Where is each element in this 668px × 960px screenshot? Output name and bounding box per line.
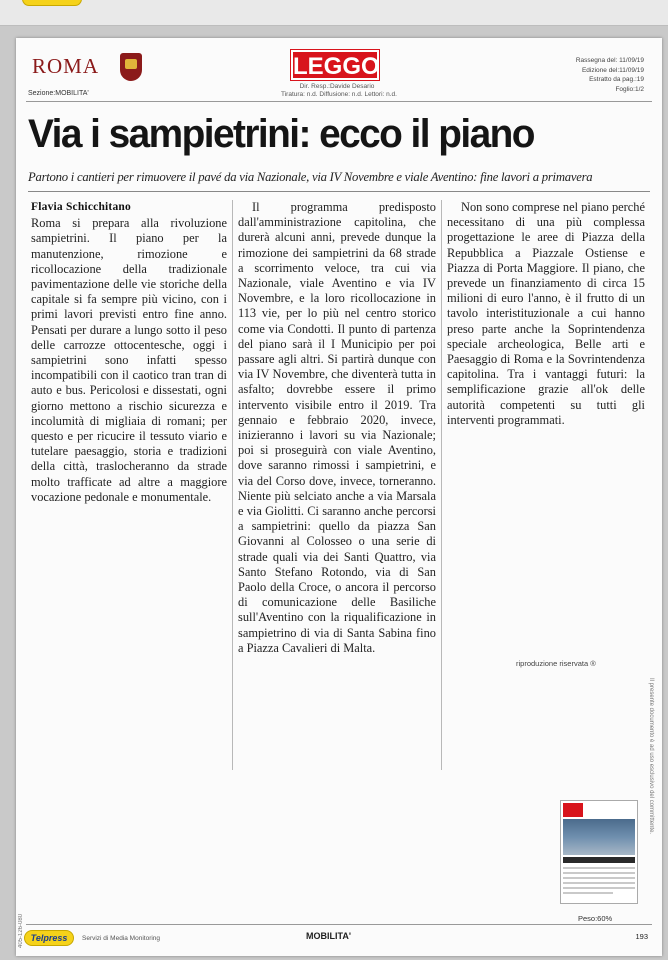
footer-divider (26, 924, 652, 925)
document-code: 405-126-080 (18, 913, 24, 948)
thumbnail-text-line (563, 867, 635, 869)
prev-page-logo (22, 0, 82, 6)
article-paragraph: Roma si prepara alla rivoluzione sampietrini. Il piano per la manutenzione, rimozione e ricollocazione della tradizionale pavimentazione delle vie storiche della capitale si fa sempre più vicino, con i primi lavori previsti entro fine anno. Pensati per durare a lungo sotto il peso delle carrozze ottocentesche, oggi i sampietrini sono infatti spesso incompatibili con il caotico tran tran di auto e bus. Pericolosi e dissestati, ogni giorno mettono a rischio sicurezza e incolumità di migliaia di romani; per questo e per ricucire il tessuto viario e tutelare paesaggio, storia e tradizioni della città, traslocheranno da strade molto trafficate ad altre a maggiore vocazione pedonale e monumentale. (31, 216, 227, 504)
roma-crest-icon (120, 53, 142, 81)
services-label: Servizi di Media Monitoring (82, 935, 161, 942)
article-subhead: Partono i cantieri per rimuovere il pavé da via Nazionale, via IV Novembre e viale Aventino: fine lavori a primavera (28, 170, 593, 184)
telpress-logo: Telpress (24, 930, 74, 946)
meta-line: Edizione del:11/09/19 (581, 66, 644, 74)
section-label: Sezione:MOBILITA' (28, 90, 89, 97)
footer-section: MOBILITA' (306, 931, 351, 941)
reproduction-notice: riproduzione riservata ® (516, 659, 596, 668)
article-column-2 (238, 200, 436, 656)
city-label: ROMA (32, 54, 100, 78)
top-strip (0, 0, 668, 26)
usage-notice: Il presente documento è ad uso esclusivo del committente. (648, 678, 654, 835)
thumbnail-text-line (563, 892, 613, 894)
meta-line: Foglio:1/2 (615, 85, 644, 93)
thumbnail-text-line (563, 872, 635, 874)
subhead-divider (28, 191, 650, 192)
director-line: Dir. Resp.:Davide Desario (299, 83, 375, 90)
thumbnail-headline-band (563, 857, 635, 863)
page-weight: Peso:60% (578, 914, 613, 923)
meta-line: Rassegna del: 11/09/19 (575, 57, 644, 64)
thumbnail-text-line (563, 877, 635, 879)
leggo-logo: LEGGO (291, 50, 379, 80)
article-paragraph: Non sono comprese nel piano perché necessitano di una più complessa progettazione le aree di Piazza della Repubblica a Piazzale Ostiense e Piazza di Porta Maggiore. Il piano, che prevede un finanziamento di circa 15 milioni di euro l'anno, è il frutto di un tavolo interistituzionale a cui hanno preso parte anche la Soprintendenza speciale archeologica, Belle arti e Paesaggio di Roma e la Sovrintendenza capitolina. Tra i vantaggi futuri: la semplificazione grazie all'ok delle autorità competenti su tutti gli interventi programmati. (447, 200, 645, 427)
thumbnail-logo (563, 803, 583, 817)
page-number: 193 (635, 932, 648, 941)
circulation-line: Tiratura: n.d. Diffusione: n.d. Lettori: n.d. (281, 91, 397, 98)
column-divider (232, 200, 233, 770)
meta-line: Estratto da pag.:19 (589, 76, 644, 83)
article-column-3 (447, 200, 645, 428)
clipping-meta (576, 56, 644, 94)
byline: Flavia Schicchitano (31, 201, 131, 213)
article-column-1 (31, 200, 227, 505)
thumbnail-text-line (563, 887, 635, 889)
article-headline: Via i sampietrini: ecco il piano (28, 112, 534, 156)
column-divider (441, 200, 442, 770)
article-paragraph: Il programma predisposto dall'amministrazione capitolina, che durerà alcuni anni, prevede dunque la rimozione dei sampietrini da 68 strade a scorrimento veloce, tra cui via Nazionale, viale Aventino e via IV Novembre, e la loro ricollocazione in 113 vie, per lo più nel centro storico come via Condotti. Il punto di partenza del piano sarà il I Municipio per poi passare agli altri. Si partirà dunque con via IV Novembre, che diventerà tutta in asfalto; dovrebbe essere il primo intervento visibile entro il 2019. Tra gennaio e febbraio 2020, invece, inizieranno i lavori su via Nazionale; poi si proseguirà con viale Aventino, dove saranno rimossi i sampietrini, e via del Corso dove, invece, torneranno. Niente più selciato anche a via Marsala e via Giolitti. Ci saranno anche percorsi a sampietrini: quello da piazza San Giovanni al Colosseo o una serie di strade quali via dei Santi Quattro, via Santo Stefano Rotondo, via di San Paolo della Croce, o ancora il percorso di comunicazione delle Basiliche sull'Aventino con la riqualificazione in sampietrino di via di Santa Sabina fino a Piazza Cavalieri di Malta. (238, 200, 436, 655)
header-divider (26, 101, 652, 102)
press-clipping-page (16, 38, 662, 956)
thumbnail-photo (563, 819, 635, 855)
thumbnail-text-line (563, 882, 635, 884)
page-thumbnail (560, 800, 638, 904)
